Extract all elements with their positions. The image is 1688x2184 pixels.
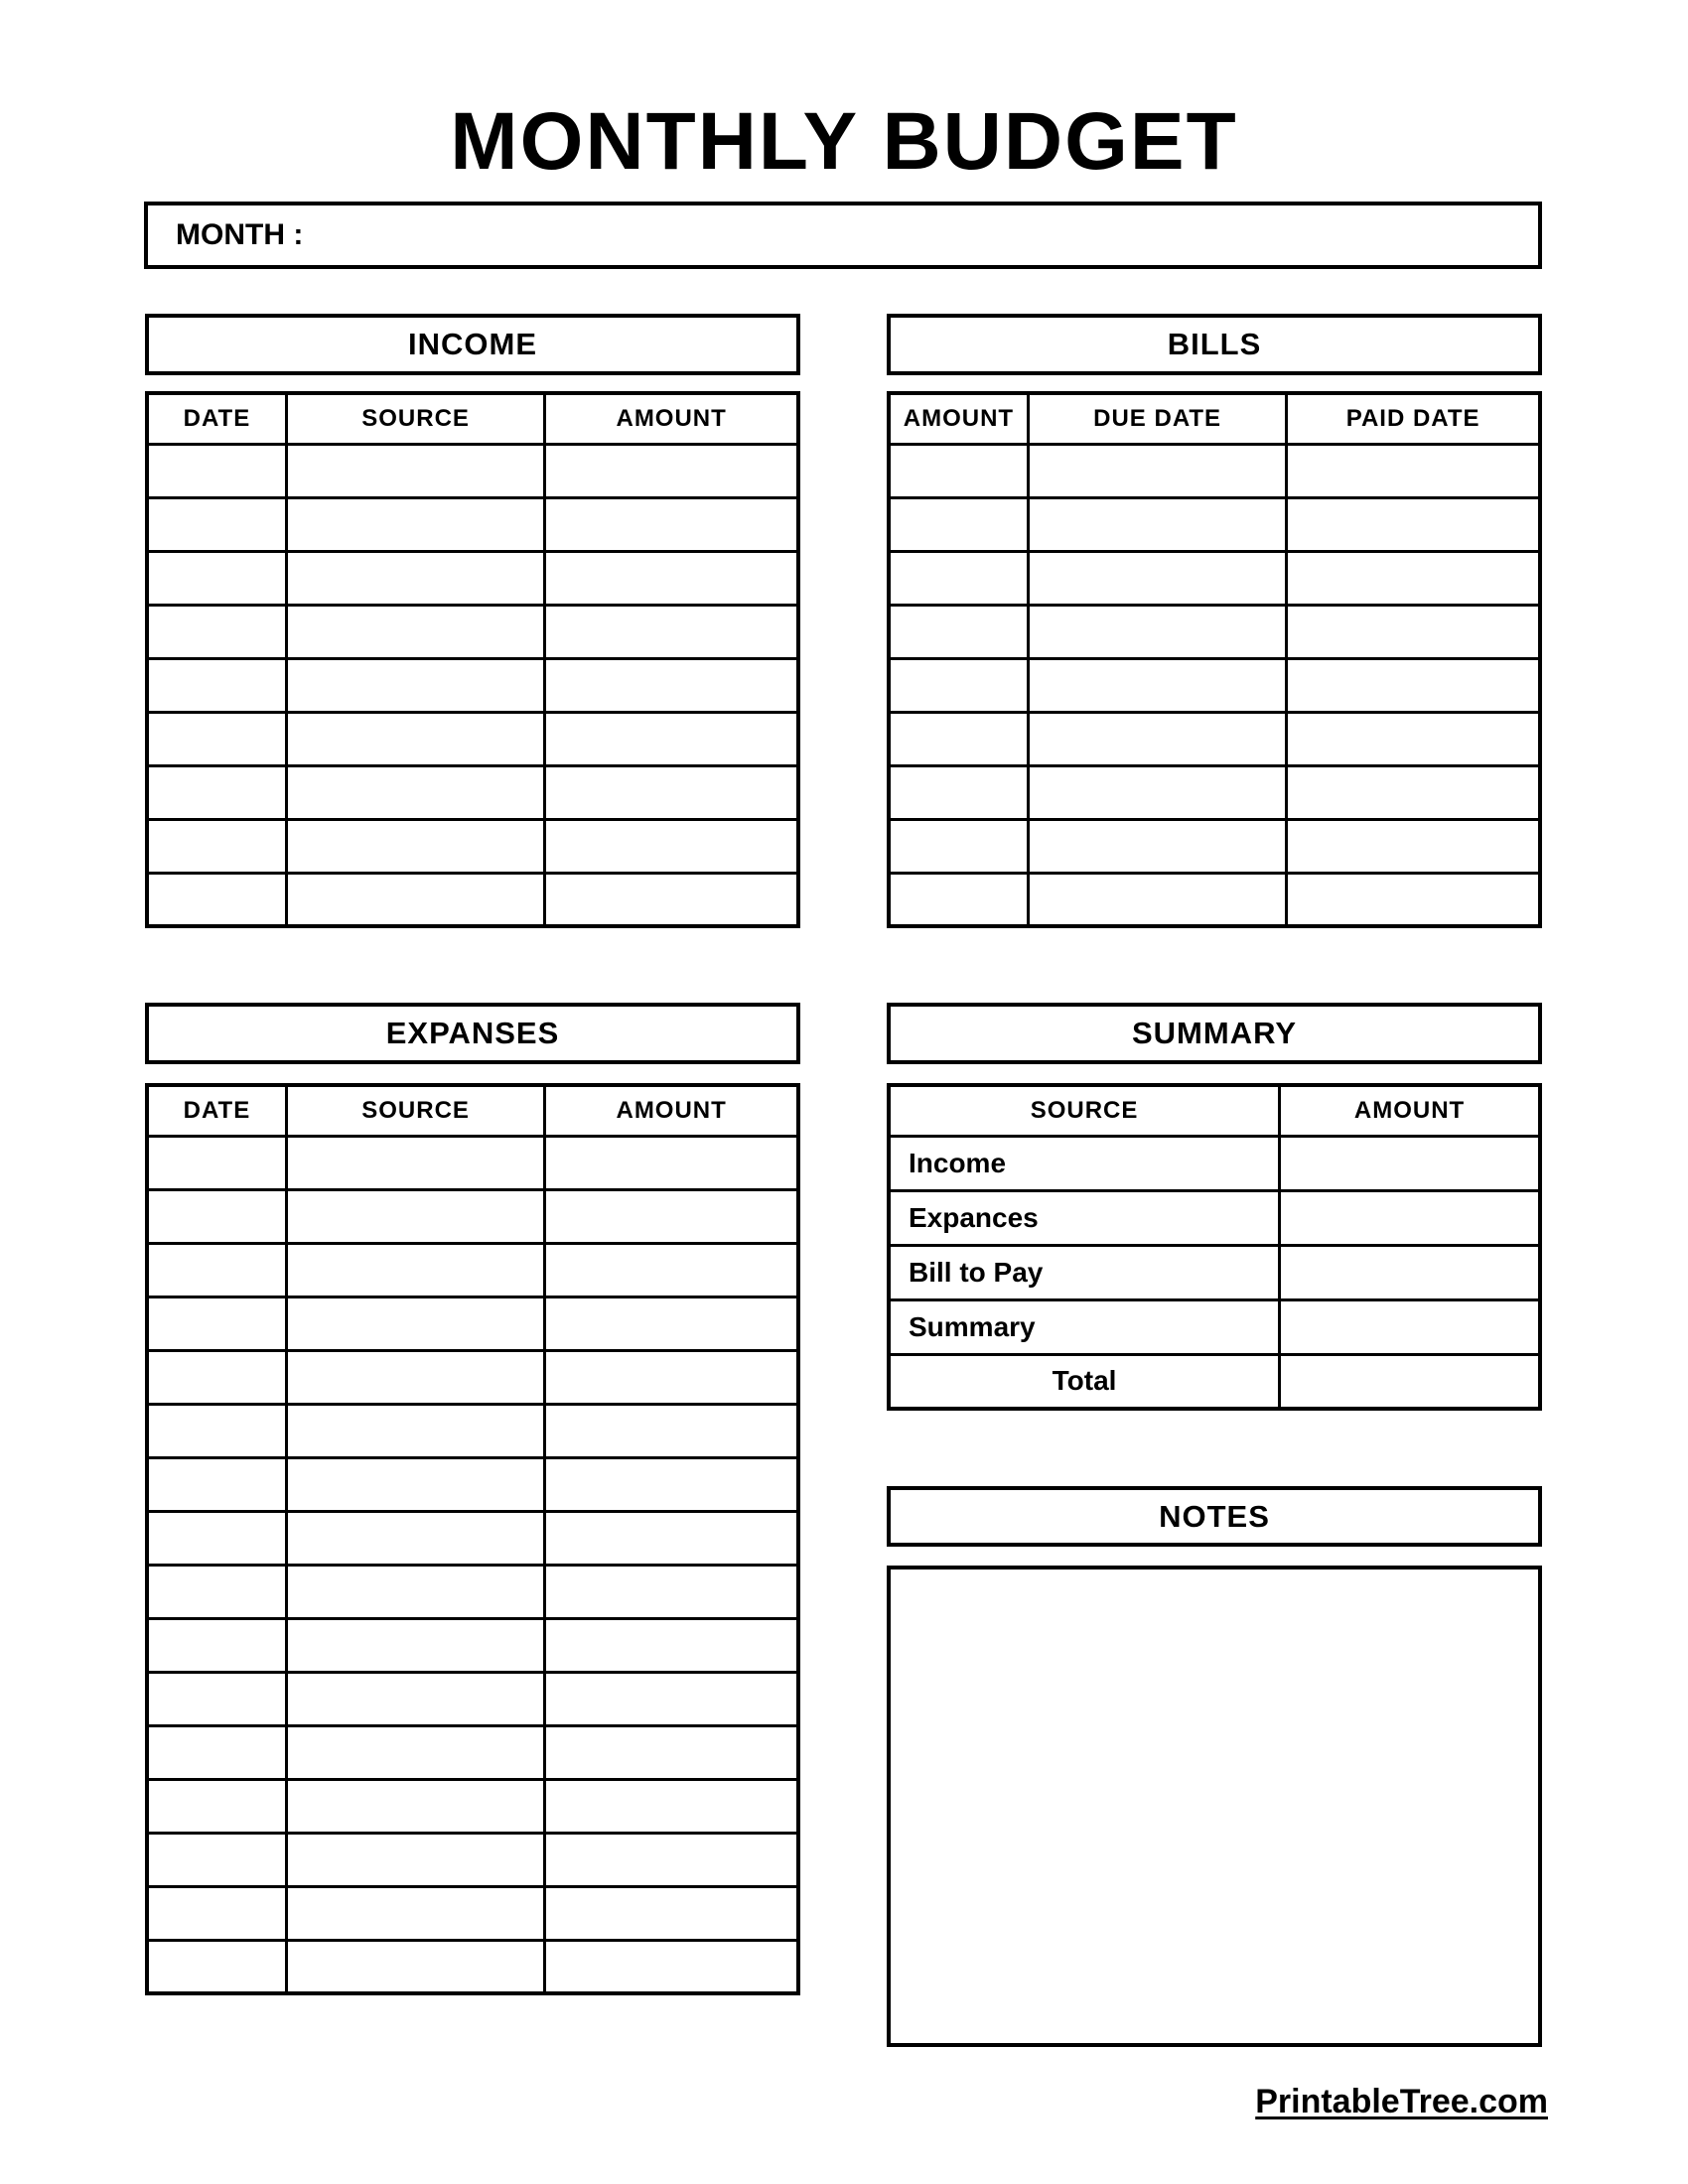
bills-input-cell[interactable]: [1028, 765, 1286, 819]
income-section-header: [145, 314, 800, 375]
bills-table-row: [889, 658, 1540, 712]
bills-input-cell[interactable]: [889, 712, 1028, 765]
expanses-input-cell[interactable]: [147, 1189, 286, 1243]
bills-col-header: PAID DATE: [1287, 393, 1540, 444]
income-input-cell[interactable]: [286, 444, 544, 497]
expanses-table-row: [147, 1136, 798, 1189]
expanses-input-cell[interactable]: [147, 1833, 286, 1886]
expanses-table-row: [147, 1350, 798, 1404]
income-header-row: [147, 393, 798, 444]
bills-input-cell[interactable]: [1028, 658, 1286, 712]
summary-amount-cell[interactable]: [1280, 1245, 1540, 1299]
expanses-input-cell[interactable]: [545, 1136, 798, 1189]
expanses-input-cell[interactable]: [147, 1779, 286, 1833]
bills-table: [887, 391, 1542, 928]
expanses-input-cell[interactable]: [286, 1297, 544, 1350]
summary-col-header: AMOUNT: [1280, 1085, 1540, 1136]
expanses-input-cell[interactable]: [286, 1404, 544, 1457]
summary-table-row: [889, 1190, 1540, 1245]
bills-input-cell[interactable]: [1028, 873, 1286, 926]
bills-header-row: [889, 393, 1540, 444]
expanses-table-row: [147, 1457, 798, 1511]
summary-row-label: Expances: [889, 1190, 1280, 1245]
bills-table-row: [889, 819, 1540, 873]
expanses-input-cell[interactable]: [545, 1725, 798, 1779]
bills-input-cell[interactable]: [1287, 712, 1540, 765]
expanses-table-row: [147, 1618, 798, 1672]
bills-input-cell[interactable]: [1287, 444, 1540, 497]
expanses-input-cell[interactable]: [286, 1189, 544, 1243]
summary-section-title: SUMMARY: [1131, 1016, 1297, 1050]
income-input-cell[interactable]: [286, 605, 544, 658]
income-table-row: [147, 551, 798, 605]
bills-input-cell[interactable]: [889, 765, 1028, 819]
expanses-input-cell[interactable]: [545, 1511, 798, 1565]
expanses-input-cell[interactable]: [545, 1833, 798, 1886]
summary-total-label: Total: [889, 1354, 1280, 1409]
income-input-cell[interactable]: [545, 712, 798, 765]
income-table-row: [147, 873, 798, 926]
income-table-row: [147, 605, 798, 658]
summary-total-row: [889, 1354, 1540, 1409]
expanses-input-cell[interactable]: [286, 1779, 544, 1833]
bills-input-cell[interactable]: [1287, 497, 1540, 551]
summary-table-row: [889, 1245, 1540, 1299]
bills-col-header: DUE DATE: [1028, 393, 1286, 444]
expanses-input-cell[interactable]: [286, 1940, 544, 1993]
bills-input-cell[interactable]: [889, 819, 1028, 873]
income-table: [145, 391, 800, 928]
summary-header-row: [889, 1085, 1540, 1136]
income-input-cell[interactable]: [545, 819, 798, 873]
expanses-input-cell[interactable]: [545, 1350, 798, 1404]
expanses-input-cell[interactable]: [147, 1565, 286, 1618]
income-table-row: [147, 819, 798, 873]
expanses-input-cell[interactable]: [545, 1618, 798, 1672]
expanses-input-cell[interactable]: [286, 1511, 544, 1565]
income-input-cell[interactable]: [286, 658, 544, 712]
income-input-cell[interactable]: [147, 712, 286, 765]
income-input-cell[interactable]: [286, 497, 544, 551]
income-table-row: [147, 497, 798, 551]
expanses-col-header: SOURCE: [286, 1085, 544, 1136]
expanses-table-row: [147, 1940, 798, 1993]
income-input-cell[interactable]: [147, 873, 286, 926]
expanses-input-cell[interactable]: [286, 1243, 544, 1297]
expanses-input-cell[interactable]: [286, 1618, 544, 1672]
summary-section-header: [887, 1003, 1542, 1064]
expanses-input-cell[interactable]: [286, 1725, 544, 1779]
expanses-table-row: [147, 1886, 798, 1940]
income-input-cell[interactable]: [147, 765, 286, 819]
expanses-input-cell[interactable]: [147, 1725, 286, 1779]
bills-input-cell[interactable]: [1287, 819, 1540, 873]
expanses-col-header: AMOUNT: [545, 1085, 798, 1136]
summary-table-row: [889, 1136, 1540, 1190]
income-input-cell[interactable]: [286, 712, 544, 765]
income-table-row: [147, 712, 798, 765]
expanses-table: [145, 1083, 800, 1995]
bills-table-row: [889, 605, 1540, 658]
expanses-table-row: [147, 1672, 798, 1725]
summary-row-label: Summary: [889, 1299, 1280, 1354]
expanses-input-cell[interactable]: [545, 1886, 798, 1940]
expanses-table-row: [147, 1404, 798, 1457]
month-input[interactable]: [303, 205, 1538, 265]
income-col-header: AMOUNT: [545, 393, 798, 444]
bills-input-cell[interactable]: [1028, 551, 1286, 605]
income-table-row: [147, 444, 798, 497]
bills-section-header: [887, 314, 1542, 375]
bills-input-cell[interactable]: [889, 444, 1028, 497]
summary-row-label: Income: [889, 1136, 1280, 1190]
expanses-input-cell[interactable]: [545, 1457, 798, 1511]
expanses-header-row: [147, 1085, 798, 1136]
notes-section-title: NOTES: [1159, 1498, 1270, 1534]
expanses-table-row: [147, 1297, 798, 1350]
bills-input-cell[interactable]: [1028, 712, 1286, 765]
expanses-input-cell[interactable]: [147, 1404, 286, 1457]
notes-section-header: [887, 1486, 1542, 1547]
expanses-input-cell[interactable]: [286, 1350, 544, 1404]
income-input-cell[interactable]: [286, 819, 544, 873]
expanses-input-cell[interactable]: [147, 1136, 286, 1189]
bills-input-cell[interactable]: [1287, 551, 1540, 605]
bills-input-cell[interactable]: [889, 658, 1028, 712]
expanses-input-cell[interactable]: [147, 1350, 286, 1404]
bills-input-cell[interactable]: [1287, 873, 1540, 926]
bills-input-cell[interactable]: [889, 605, 1028, 658]
income-section-title: INCOME: [408, 327, 537, 361]
bills-input-cell[interactable]: [889, 551, 1028, 605]
expanses-input-cell[interactable]: [286, 1672, 544, 1725]
summary-amount-cell[interactable]: [1280, 1136, 1540, 1190]
notes-area[interactable]: [887, 1566, 1542, 2047]
expanses-input-cell[interactable]: [545, 1779, 798, 1833]
expanses-input-cell[interactable]: [286, 1886, 544, 1940]
expanses-section-title: EXPANSES: [385, 1016, 560, 1050]
bills-table-row: [889, 712, 1540, 765]
summary-amount-cell[interactable]: [1280, 1299, 1540, 1354]
expanses-table-row: [147, 1779, 798, 1833]
income-input-cell[interactable]: [147, 551, 286, 605]
income-input-cell[interactable]: [147, 605, 286, 658]
expanses-input-cell[interactable]: [545, 1243, 798, 1297]
expanses-input-cell[interactable]: [147, 1940, 286, 1993]
expanses-input-cell[interactable]: [286, 1565, 544, 1618]
expanses-input-cell[interactable]: [286, 1833, 544, 1886]
bills-input-cell[interactable]: [1028, 819, 1286, 873]
income-table-row: [147, 658, 798, 712]
summary-table-row: [889, 1299, 1540, 1354]
expanses-table-row: [147, 1565, 798, 1618]
income-input-cell[interactable]: [545, 658, 798, 712]
bills-input-cell[interactable]: [1287, 658, 1540, 712]
income-input-cell[interactable]: [147, 658, 286, 712]
month-label: MONTH :: [176, 218, 304, 251]
summary-total-amount-cell[interactable]: [1280, 1354, 1540, 1409]
bills-table-row: [889, 497, 1540, 551]
expanses-input-cell[interactable]: [147, 1243, 286, 1297]
bills-input-cell[interactable]: [889, 873, 1028, 926]
income-input-cell[interactable]: [545, 605, 798, 658]
expanses-section-header: [145, 1003, 800, 1064]
summary-amount-cell[interactable]: [1280, 1190, 1540, 1245]
summary-col-header: SOURCE: [889, 1085, 1280, 1136]
bills-input-cell[interactable]: [1028, 497, 1286, 551]
expanses-table-row: [147, 1833, 798, 1886]
page-title: MONTHLY BUDGET: [450, 96, 1238, 187]
income-input-cell[interactable]: [286, 551, 544, 605]
summary-table: [887, 1083, 1542, 1411]
income-input-cell[interactable]: [286, 765, 544, 819]
footer-link[interactable]: PrintableTree.com: [1255, 2083, 1548, 2120]
expanses-input-cell[interactable]: [545, 1672, 798, 1725]
income-table-row: [147, 765, 798, 819]
bills-input-cell[interactable]: [1287, 765, 1540, 819]
month-field: [144, 202, 1542, 269]
expanses-input-cell[interactable]: [147, 1457, 286, 1511]
bills-table-row: [889, 551, 1540, 605]
income-input-cell[interactable]: [286, 873, 544, 926]
bills-input-cell[interactable]: [1028, 444, 1286, 497]
income-input-cell[interactable]: [545, 551, 798, 605]
bills-input-cell[interactable]: [1287, 605, 1540, 658]
expanses-input-cell[interactable]: [545, 1940, 798, 1993]
bills-table-row: [889, 873, 1540, 926]
expanses-input-cell[interactable]: [545, 1189, 798, 1243]
expanses-input-cell[interactable]: [545, 1297, 798, 1350]
income-input-cell[interactable]: [545, 497, 798, 551]
expanses-input-cell[interactable]: [147, 1511, 286, 1565]
bills-col-header: AMOUNT: [889, 393, 1028, 444]
expanses-input-cell[interactable]: [147, 1672, 286, 1725]
bills-input-cell[interactable]: [1028, 605, 1286, 658]
expanses-table-row: [147, 1511, 798, 1565]
income-input-cell[interactable]: [147, 819, 286, 873]
expanses-input-cell[interactable]: [147, 1886, 286, 1940]
income-input-cell[interactable]: [147, 497, 286, 551]
income-col-header: SOURCE: [286, 393, 544, 444]
income-input-cell[interactable]: [545, 765, 798, 819]
expanses-input-cell[interactable]: [147, 1297, 286, 1350]
expanses-input-cell[interactable]: [545, 1565, 798, 1618]
bills-table-row: [889, 765, 1540, 819]
expanses-input-cell[interactable]: [545, 1404, 798, 1457]
income-input-cell[interactable]: [147, 444, 286, 497]
expanses-col-header: DATE: [147, 1085, 286, 1136]
expanses-input-cell[interactable]: [286, 1136, 544, 1189]
expanses-table-row: [147, 1243, 798, 1297]
bills-section-title: BILLS: [1167, 327, 1262, 361]
expanses-table-row: [147, 1725, 798, 1779]
income-col-header: DATE: [147, 393, 286, 444]
expanses-table-row: [147, 1189, 798, 1243]
bills-table-row: [889, 444, 1540, 497]
summary-row-label: Bill to Pay: [889, 1245, 1280, 1299]
expanses-input-cell[interactable]: [147, 1618, 286, 1672]
bills-input-cell[interactable]: [889, 497, 1028, 551]
income-input-cell[interactable]: [545, 444, 798, 497]
expanses-input-cell[interactable]: [286, 1457, 544, 1511]
income-input-cell[interactable]: [545, 873, 798, 926]
